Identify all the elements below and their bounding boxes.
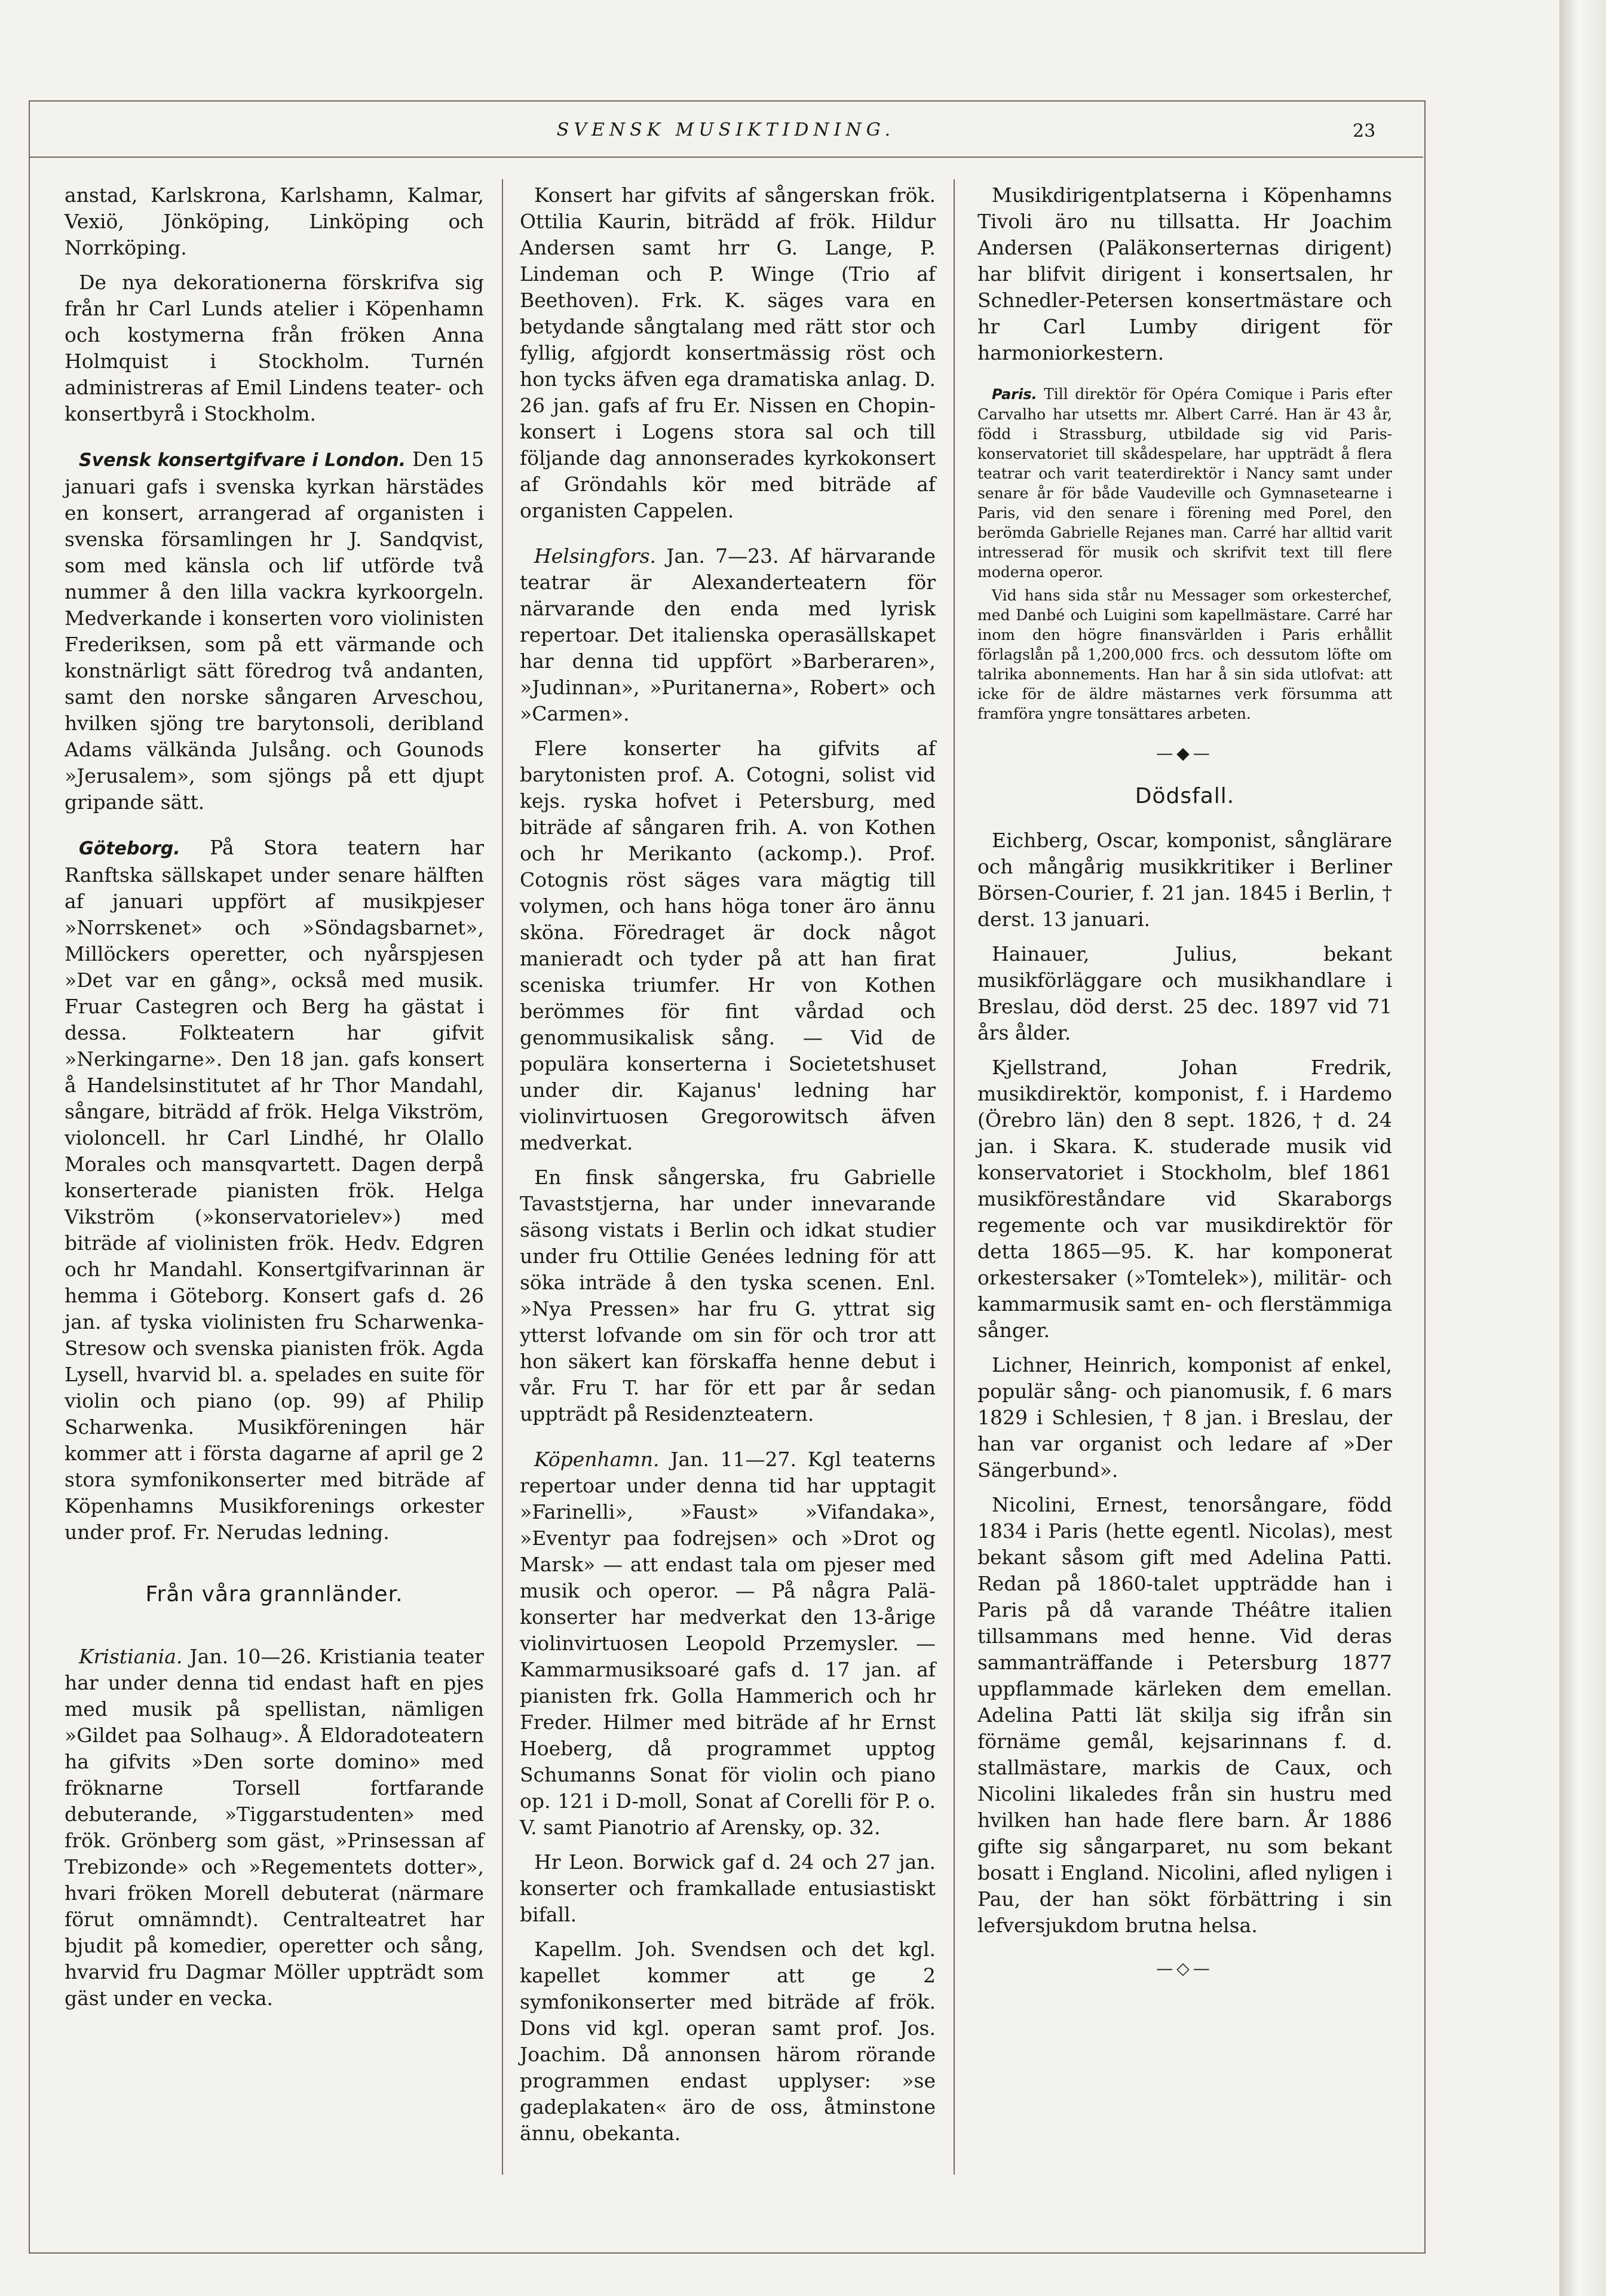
header-rule [29,157,1423,158]
paragraph: Flere konserter ha gifvits af barytonisten prof. A. Cotogni, solist vid kejs. ryska hofvet i Petersburg, med biträde af sångaren frih. A. von Kothen och hr Merikanto (ackomp.). Prof. Cotognis röst säges vara mägtig till volymen, och hans höga toner äro ännu sköna. Föredraget är dock något manieradt och tyder på att han firat sceniska triumfer. Hr von Kothen berömmes för fint vårdad och genommusikalisk sång. — Vid de populära konserterna i Societetshuset under dir. Kajanus' ledning har violinvirtuosen Gregorowitsch äfven medverkat. [520,737,936,1154]
running-header: SVENSK MUSIKTIDNING. [556,119,896,140]
column-1 [65,182,484,2020]
section-heading: Från våra grannländer. [145,1582,403,1607]
paragraph: En finsk sångerska, fru Gabrielle Tavaststjerna, har under innevarande säsong vistats i Berlin och idkat studier under fru Ottilie Genées ledning för att söka inträde å den tyska scenen. Enl. »Nya Pressen» har fru G. yttrat sig ytterst lofvande om sin för och tror att hon säkert kan förskaffa henne debut i vår. Fru T. har för ett par år sedan uppträdt på Residenzteatern. [520,1166,936,1426]
obituary: Nicolini, Ernest, tenorsångare, född 1834 i Paris (hette egentl. Nicolas), mest bekant såsom gift med Adelina Patti. Redan på 1860-talet uppträdde han i Paris på då varande Théâtre italien tillsammans med henne. Vid deras sammanträffande i Petersburg 1877 uppflammade kärleken dem emellan. Adelina Patti lät skilja sig ifrån sin förnäme gemål, kejsarinnans f. d. stallmästare, markis de Caux, och Nicolini likaledes från sin hustru med hvilken han hade flere barn. År 1886 gifte sig sångarparet, nu som bekant bosatt i England. Nicolini, afled nyligen i Pau, der han sökt förbättring i sin lefversjukdom brutna helsa. [977,1493,1392,1937]
place-name: Kristiania. [79,1645,183,1668]
paragraph: Kapellm. Joh. Svendsen och det kgl. kapellet kommer att ge 2 symfonikonserter med biträde af frök. Dons vid kgl. operan samt prof. Jos. Joachim. Då annonsen härom rörande programmen endast upplyser: »se gadeplakaten« äro de oss, åtminstone ännu, obekanta. [520,1938,936,2145]
article-london [65,446,484,816]
article-text: Jan. 11—27. Kgl teaterns repertoar under denna tid har upptagit »Farinelli», »Faust» »Vifandaka», »Eventyr paa fodrejsen» och »Drot og Marsk» — att endast tala om pjeser med musik och operor. — På några Palä-konserter har medverkat den 13-årige violinvirtuosen Leopold Przemysler. — Kammarmusiksoaré gafs d. 17 jan. af pianisten frk. Golla Hammerich och hr Freder. Hilmer med biträde af hr Ernst Hoeberg, då programmet upptog Schumanns Sonat för violin och piano op. 121 i D-moll, Sonat af Corelli för P. o. V. samt Pianotrio af Arensky, op. 32. [520,1448,936,1839]
ornament-divider: —◇— [1156,1958,1213,1978]
lead-heading: Paris. [992,386,1037,403]
column-rule-2 [954,179,955,2175]
article-kopenhamn [520,1446,936,1841]
paragraph: De nya dekorationerna förskrifva sig från hr Carl Lunds atelier i Köpenhamn och kostymerna från fröken Anna Holmquist i Stockholm. Turnén administreras af Emil Lindens teater- och konsertbyrå i Stockholm. [65,271,484,425]
article-goteborg [65,835,484,1546]
ornament-divider: —◆— [1156,743,1213,763]
paragraph: Musikdirigentplatserna i Köpenhamns Tivoli äro nu tillsatta. Hr Joachim Andersen (Paläkonserternas dirigent) har blifvit dirigent i konsertsalen, hr Schnedler-Petersen konsertmästare och hr Carl Lumby dirigent för harmoniorkestern. [977,183,1392,364]
column-rule-1 [502,179,503,2175]
column-3 [977,182,1392,1998]
obituary: Eichberg, Oscar, komponist, sånglärare och mångårig musikkritiker i Berliner Börsen-Courier, f. 21 jan. 1845 i Berlin, † derst. 13 januari. [977,829,1392,931]
article-paris [977,384,1392,724]
page-number: 23 [1353,121,1376,142]
section-heading: Dödsfall. [1135,784,1235,808]
lead-heading: Göteborg. [79,838,180,859]
article-text: Till direktör för Opéra Comique i Paris efter Carvalho har utsetts mr. Albert Carré. Han är 43 år, född i Strassburg, utbildade sig vid Paris-konservatoriet till skådespelare, har uppträdt å flera teatrar och varit teaterdirektör i Nancy samt under senare år för både Vaudeville och Gymnasetearne i Paris, vid den senare i förening med Porel, den berömda Gabrielle Rejanes man. Carré har alltid varit intresserad för musik och skrifvit text till flere moderna operor. [977,385,1392,581]
obituary: Lichner, Heinrich, komponist af enkel, populär sång- och pianomusik, f. 6 mars 1829 i Schlesien, † 8 jan. i Breslau, der han var organist och ledare af »Der Sängerbund». [977,1353,1392,1482]
article-text: På Stora teatern har Ranftska sällskapet under senare hälften af januari uppfört af musikpjeser »Norrskenet» och »Söndagsbarnet», Millöckers operetter, och nyårspjesen »Det var en gång», också med musik. Fruar Castegren och Berg ha gästat i dessa. Folkteatern har gifvit »Nerkingarne». Den 18 jan. gafs konsert å Handelsinstitutet af hr Thor Mandahl, sångare, biträdd af frök. Helga Vikström, violoncell. hr Carl Lindhé, hr Olallo Morales och mansqvartett. Dagen derpå konserterade pianisten frök. Helga Vikström (»konservatorielev») med biträde af violinisten frök. Hedv. Edgren och hr Mandahl. Konsertgifvarinnan är hemma i Göteborg. Konsert gafs d. 26 jan. af tyska violinisten fru Scharwenka-Stresow och svenska pianisten frök. Agda Lysell, hvarvid bl. a. spelades en suite för violin och piano (op. 99) af Philip Scharwenka. Musikföreningen här kommer att i första dagarne af april ge 2 stora symfonikonserter med biträde af Köpenhamns Musikforenings orkester under prof. Fr. Nerudas ledning. [65,836,484,1544]
paragraph [977,384,1392,582]
column-2 [520,182,936,2155]
paragraph: anstad, Karlskrona, Karlshamn, Kalmar, Vexiö, Jönköping, Linköping och Norrköping. [65,183,484,259]
article-text: Jan. 7—23. Af härvarande teatrar är Alexanderteatern för närvarande den enda med lyrisk repertoar. Det italienska operasällskapet har denna tid uppfört »Barberaren», »Judinnan», »Puritanerna», Robert» och »Carmen». [520,544,936,725]
paragraph: Konsert har gifvits af sångerskan frök. Ottilia Kaurin, biträdd af frök. Hildur Andersen samt hrr G. Lange, P. Lindeman och P. Winge (Trio af Beethoven). Frk. K. säges vara en betydande sångtalang med rätt stor och fyllig, afgjordt konsertmässig röst och hon tycks äfven ega dramatiska anlag. D. 26 jan. gafs af fru Er. Nissen en Chopin-konsert i Logens stora sal och till följande dag annonserades kyrkokonsert af Gröndahls kör med biträde af organisten Cappelen. [520,183,936,522]
place-name: Helsingfors. [534,544,657,568]
page-edge [1559,0,1606,2296]
article-helsingfors [520,543,936,727]
paragraph: Hr Leon. Borwick gaf d. 24 och 27 jan. konserter och framkallade entusiastiskt bifall. [520,1850,936,1926]
lead-heading: Svensk konsertgifvare i London. [79,450,406,471]
article-text: Den 15 januari gafs i svenska kyrkan härstädes en konsert, arrangerad af organisten i svenska församlingen hr J. Sandqvist, som med känsla och lif utförde två nummer å den lilla vackra kyrkoorgeln. Medverkande i konserten voro violinisten Frederiksen, som på ett värmande och konstnärligt sätt föredrog två andanten, samt den norske sångaren Arveschou, hvilken sjöng tre barytonsoli, deribland Adams välkända Julsång. och Gounods »Jerusalem», som sjöngs på ett djupt gripande sätt. [65,447,485,814]
obituary: Hainauer, Julius, bekant musikförläggare och musikhandlare i Breslau, död derst. 25 dec. 1897 vid 71 års ålder. [977,942,1392,1044]
paragraph: Vid hans sida står nu Messager som orkesterchef, med Danbé och Luigini som kapellmästare. Carré har inom den högre finansvärlden i Paris erhållit förlagslån på 1,200,000 frcs. och dessutom löfte om talrika abonnements. Han har å sin sida utlofvat: att icke för de äldre mästarnes verk försumma att framföra yngre tonsättares arbeten. [977,587,1392,722]
obituary: Kjellstrand, Johan Fredrik, musikdirektör, komponist, f. i Hardemo (Örebro län) den 8 sept. 1826, † d. 24 jan. i Skara. K. studerade musik vid konservatoriet i Stockholm, blef 1861 musikföreståndare vid Skaraborgs regemente och var musikdirektör för detta 1865—95. K. har komponerat orkestersaker (»Tomtelek»), militär- och kammarmusik samt en- och flerstämmiga sånger. [977,1056,1392,1342]
article-kristiania [65,1644,484,2012]
article-text: Jan. 10—26. Kristiania teater har under denna tid endast haft en pjes med musik på spellistan, nämligen »Gildet paa Solhaug». Å Eldoradoteatern ha gifvits »Den sorte domino» med fröknarne Torsell fortfarande debuterande, »Tiggarstudenten» med frök. Grönberg som gäst, »Prinsessan af Trebizonde» och »Regementets dotter», hvari fröken Morell debuterat (närmare förut omnämndt). Centralteatret har bjudit på komedier, operetter och sång, hvarvid fru Dagmar Möller uppträdt som gäst under en vecka. [65,1645,484,2010]
place-name: Köpenhamn. [534,1448,660,1471]
